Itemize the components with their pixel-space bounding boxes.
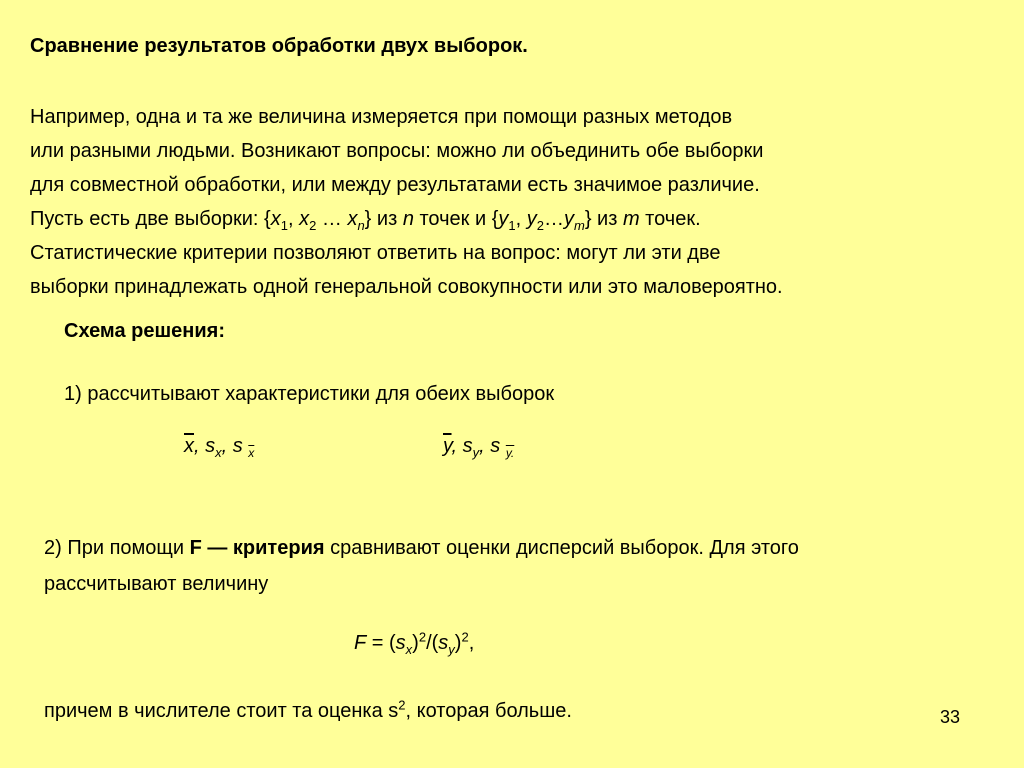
slide-title: Сравнение результатов обработки двух выборок. <box>30 35 528 57</box>
step-2-line-2: рассчитывают величину <box>44 573 269 595</box>
step-1: 1) рассчитывают характеристики для обеих выборок <box>64 383 555 405</box>
formula-y-characteristics: $\overline{y}$, $s_y$, s $_{y.}$ <box>443 435 515 460</box>
page-number: 33 <box>940 707 961 727</box>
formula-x-characteristics: $\overline{x}$, $s_x$, s $_{\overline{x}}$ <box>184 435 255 460</box>
step-2 <box>44 530 799 602</box>
numerator-note: причем в числителе стоит та оценка $s^2$, которая больше. <box>44 697 572 722</box>
f-formula: $F = (s_x)^2/(s_y)^2$, <box>354 629 475 657</box>
closing-line-1: Статистические критерии позволяют ответить на вопрос: могут ли эти две <box>30 242 721 264</box>
samples-line: Пусть есть две выборки: {$x_1$, $x_2$ … $x_n$} из n точек и {$y_1$, $y_2\dots y_m$} из m точек. <box>30 208 701 233</box>
intro-paragraph <box>30 100 783 304</box>
intro-line-3: для совместной обработки, или между результатами есть значимое различие. <box>30 174 760 196</box>
closing-line-2: выборки принадлежать одной генеральной совокупности или это маловероятно. <box>30 276 783 298</box>
intro-line-2: или разными людьми. Возникают вопросы: можно ли объединить обе выборки <box>30 140 764 162</box>
scheme-heading: Схема решения: <box>64 320 225 342</box>
intro-line-1: Например, одна и та же величина измеряется при помощи разных методов <box>30 106 733 128</box>
step-2-line-1: 2) При помощи F — критерия сравнивают оценки дисперсий выборок. Для этого <box>44 537 799 559</box>
